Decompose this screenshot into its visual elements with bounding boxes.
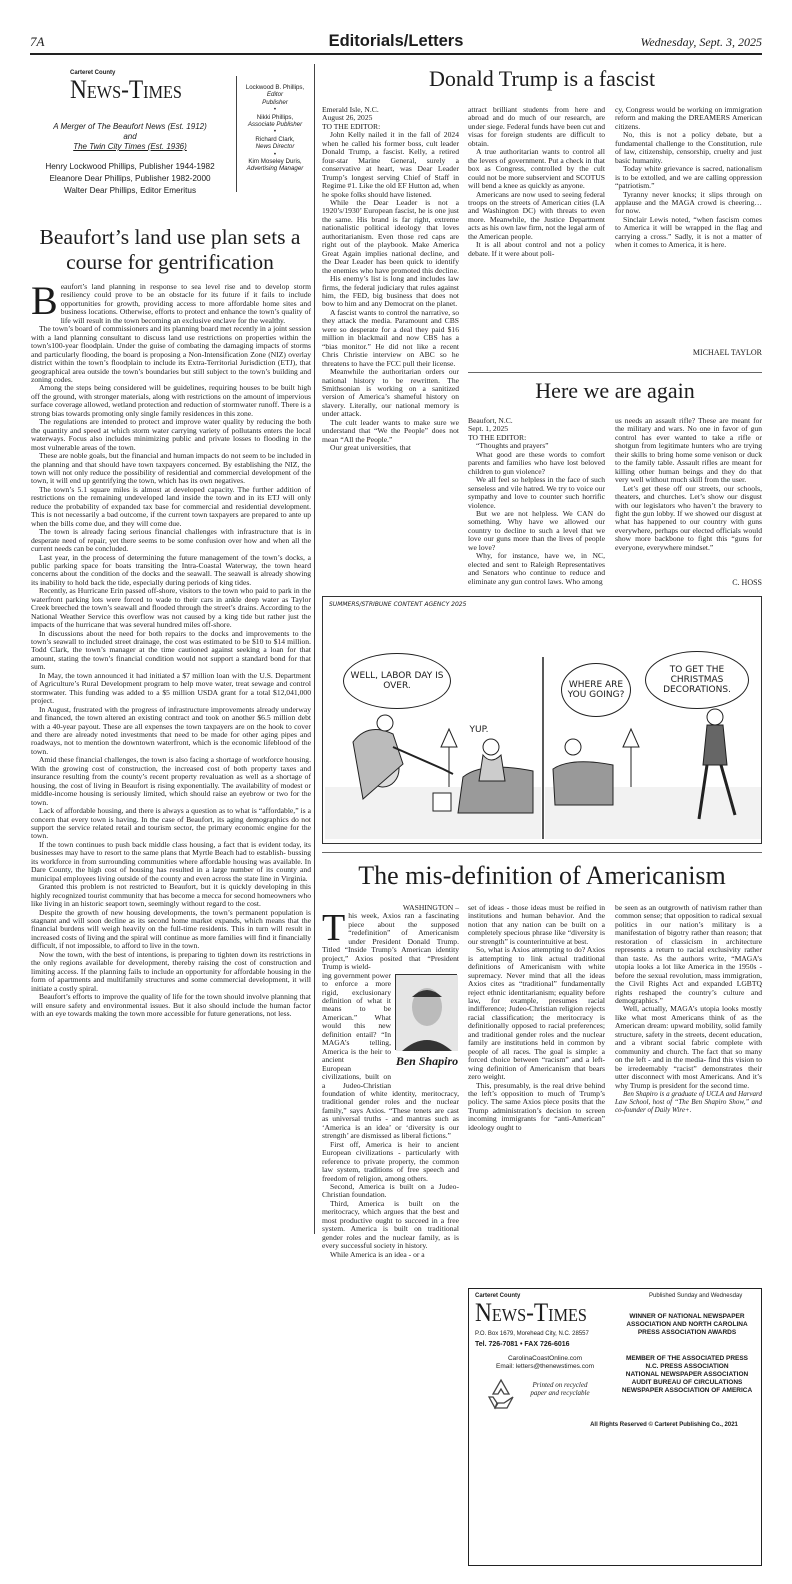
dateline: WASHINGTON –: [402, 903, 459, 912]
paragraph: Among the steps being considered will be guidelines, requiring houses to be built high off the ground, with stronger materials, along with restrictions on the amount of impervious surface coverage allowed, wetland protection and reduction of stormwater runoff. There is a strong bias towards promoting only single family residences in this zone.: [31, 383, 311, 418]
letter1-signature: MICHAEL TAYLOR: [692, 348, 762, 357]
paragraph: attract brilliant students from here and abroad and do much of our research, are under siege. Federal funds have been cut and visas for foreign students are difficult to obtain.: [468, 105, 605, 148]
schedule: Published Sunday and Wednesday: [649, 1293, 743, 1299]
author-photo: [395, 974, 457, 1050]
masthead-divider: [236, 76, 237, 192]
staff-list: [242, 84, 308, 173]
speech-bubble: WHERE ARE YOU GOING?: [561, 663, 631, 717]
membership-line: NATIONAL NEWSPAPER ASSOCIATION: [625, 1371, 749, 1378]
letter1-col1: [322, 105, 459, 453]
paragraph: August 26, 2025: [322, 113, 373, 123]
dropcap: T: [322, 907, 346, 950]
paragraph: The town’s board of commissioners and its planning board met recently in a joint session with a land planning consultant to discuss land use restrictions on properties within the town’s100-year floodplain. Under the guise of combating the damaging impacts of storms and particularly flooding, the board is proposing a Non-Intensification Zone (NIZ) overlay district within the town’s floodplain to include its Extra-Territorial Jurisdiction (ETJ), that geographical area outside the town’s boundaries but still subject to the town’s building and zoning codes.: [31, 324, 311, 384]
paragraph: Beaufort, N.C.: [468, 416, 513, 425]
column-rule: [322, 852, 762, 853]
staff-line: Editor: [266, 91, 284, 99]
address: P.O. Box 1679, Morehead City, N.C. 28557: [475, 1331, 589, 1337]
editorial-cartoon: [322, 596, 762, 844]
column-col1-body: [322, 1065, 459, 1259]
issue-date: Wednesday, Sept. 3, 2025: [640, 35, 762, 49]
paragraph: Meanwhile the authoritarian orders our national history to be rewritten. The Smithsonian is working on a sanitized version of America’s shameful history on slavery. Literally, our national memory is under attack.: [322, 367, 459, 419]
paragraph: No, this is not a policy debate, but a fundamental challenge to the Constitution, rule of law, citizenship, censorship, cruelty and just basic humanity.: [615, 130, 762, 165]
paragraph: Tyranny never knocks; it slips through on applause and the MAGA crowd is cheering…for now.: [615, 189, 762, 216]
paragraph: But we are not helpless. We CAN do something. Why have we allowed our country to decline to such a level that we love our guns more than the lives of people we love?: [468, 508, 605, 552]
paragraph: A true authoritarian wants to control all the levers of government. Put a check in that box as Congress, controlled by the cult could not be more subservient and SCOTUS will bend a knee as quickly as anyone.: [468, 147, 605, 191]
paragraph: Second, America is built on a Judeo-Christian foundation.: [322, 1181, 459, 1200]
staff-line: Associate Publisher: [247, 121, 303, 129]
paragraph: Last year, in the process of determining the future management of the town’s docks, a public parking space for boats transiting the Intra-Coastal Waterway, the town heard concerns about the condition of the docks and the seawall. The seawall is already showing its inability to hold back the tide, especially during periods of king tides.: [31, 552, 311, 587]
paragraph: Sept. 1, 2025: [468, 424, 509, 434]
paragraph: European civilizations, built on a Judeo-Christian foundation of white identity, meritocracy, traditional gender roles and the nuclear family,” says Axios. “These tenets are cast as universal truths - and mantras such as ‘America is an idea’ or ‘diversity is our strength’ are dismissed as liberal fictions.”: [322, 1063, 459, 1141]
paragraph: Granted this problem is not restricted to Beaufort, but it is quickly developing in this highly recognized tourist community that has become a mecca for second homeowners who like living in an historic seaport town, seemingly without regard to the cost.: [31, 882, 311, 909]
staff-line: Richard Clark,: [255, 135, 295, 143]
paragraph: First off, America is heir to ancient European civilizations - particularly with reference to private property, the common law system, traditions of free speech and freedom of religion, among others.: [322, 1139, 459, 1183]
cartoon-credit: SUMMERS/STRIBUNE CONTENT AGENCY 2025: [329, 601, 467, 608]
paragraph: This, presumably, is the real drive behind the left’s opposition to much of Trump’s policy. The same Axios piece posits that the Trump administration’s decision to screen incoming immigrants for “anti-American” ideology ought to: [468, 1080, 605, 1132]
author-bio: Ben Shapiro is a graduate of UCLA and Harvard Law School, host of “The Ben Shapiro Show,” and co-founder of Daily Wire+.: [615, 1089, 762, 1114]
masthead: [30, 64, 230, 224]
paragraph: In August, frustrated with the progress of infrastructure improvements already underway and financed, the town altered an existing contract and took on another $6.5 million debt with a 40-year payout. These are all expenses the town taxpayers are on the hook to cover and there are already noted investments that need to be made for other aging pipes and roadways, not to mention the downtown waterfront, which is the economic lifeblood of the town.: [31, 704, 311, 756]
header-rule: [30, 53, 762, 55]
paragraph: While America is an idea - or a: [330, 1249, 425, 1259]
paragraph: Now the town, with the best of intentions, is preparing to tighten down its restrictions in the only regions available for development, thereby raising the cost of construction and limiting access. If the planning fails to include an opportunity for affordable housing in the form of apartments and multifamily structures and some commercial development, it will initiate a costly spiral.: [31, 949, 311, 993]
paragraph: Let’s get these off our streets, our schools, theaters, and churches. Let’s show our disgust with our legislators who haven’t the bravery to fight the gun lobby. If we showed our disgust at what has happened to our country with guns everywhere, perhaps our elected officials would show more backbone to fight this “guns for everyone, everywhere mindset.”: [615, 483, 762, 552]
paragraph: In May, the town announced it had initiated a $7 million loan with the U.S. Department of Agriculture’s Rural Development program to help move water, treat sewage and control stormwater. This funding was added to a $5 million USDA grant for a total $12,041,000 project.: [31, 670, 311, 706]
paragraph: The town is already facing serious financial challenges with infrastructure that is in desperate need of repair, yet there seems to be some confusion over how and when all the current needs can be concluded.: [31, 527, 311, 554]
editorial-body: [31, 278, 311, 1563]
phone: Tel. 726-7081 • FAX 726-6016: [475, 1341, 570, 1348]
paragraph: A fascist wants to control the narrative, so they attack the media. Paramount and CBS were so desperate for a deal they paid $16 million in blackmail and now CBS has a “bias monitor.” He did not like a recent Chris Christie interview on ABC so he threatens to have the FCC pull their license.: [322, 307, 459, 368]
column-intro: his week, Axios ran a fascinating piece about the supposed “redefinition” of Americanism under President Donald Trump. Titled “Inside Trump’s American identity project,” Axios posited that “President Trump is wield-: [322, 911, 459, 972]
paragraph: In discussions about the need for both repairs to the docks and improvements to the town’s seawall to included street drainage, the cost was estimated to be $10 to $14 million. Todd Clark, the town’s manager at the time cautioned against seeking a loan for that amount, stating the town’s financial condition would not support a standard bond for that sum.: [31, 628, 311, 672]
paragraph: John Kelly nailed it in the fall of 2024 when he called his former boss, cult leader Donald Trump, a fascist. Kelly, a retired four-star Marine General, surely a conservative at heart, was Dear Leader Trump’s longest serving Chief of Staff in Regime #1. Like the old EF Hutton ad, when he spoke folks should have listened.: [322, 130, 459, 199]
paragraph: The cult leader wants to make sure we understand that “We the People” does not mean “All the People.”: [322, 417, 459, 444]
editorial-headline: Beaufort’s land use plan sets a course for gentrification: [39, 225, 301, 274]
paragraph: The regulations are intended to protect and improve water quality by reducing the both the quantity and speed at which storm water carrying variety of pollutants enters the local waterways. Focus also includes minimizing public and private losses to flooding in the most vulnerable areas of the town.: [31, 417, 311, 452]
paragraph: These are noble goals, but the financial and human impacts do not seem to be included in the planning and that should have town taxpayers concerned. By establishing the NIZ, the town will not only reduce the possibility of residential and commercial development of the town, it will end up gentrifying the town, which has its own negatives.: [31, 451, 311, 486]
recycled-note: Printed on recycled paper and recyclable: [530, 1381, 590, 1397]
copyright: All Rights Reserved © Carteret Publishing Co., 2021: [590, 1422, 738, 1428]
paragraph: Sinclair Lewis noted, “when fascism comes to America it will be wrapped in the flag and carrying a cross.” Sadly, it is not a matter of when it comes to America, it is here.: [615, 214, 762, 250]
publisher-list: Henry Lockwood Phillips, Publisher 1944-1982 Eleanore Dear Phillips, Publisher 1982-2000 Walter Dear Phillips, Editor Emeritus: [45, 162, 215, 195]
cartoon-drawing: [323, 597, 763, 845]
staff-line: •: [273, 128, 277, 136]
paragraph: Well, actually, MAGA’s utopia looks mostly like what most Americans think of as the American dream: upward mobility, solid family structure, safety in the streets, decent education, and a vibrant social fabric complete with community and church. The fact that so many on the left - and in the media- find this vision to be irredeemably “racist” demonstrates their utter disconnect with most Americans. And it’s why Trump is president for the second time.: [615, 1004, 762, 1090]
infobox-county: Carteret County: [475, 1293, 521, 1299]
paragraph: Lack of affordable housing, and there is always a question as to what is “affordable,” is a concern that every town is having. In the case of Beaufort, its aging demographics do not support the service related retail and tourism sector, the primary economic engine for the town.: [31, 806, 311, 841]
column-divider: [314, 64, 315, 1234]
author-name: Ben Shapiro: [395, 1053, 459, 1068]
paragraph: His enemy’s list is long and includes law firms, the federal judiciary that rules against him, the FED, big business that does not bow to him and any Democrat on the planet.: [322, 274, 459, 309]
paragraph: The town’s 5.1 square miles is almost at developed capacity. The further addition of restrictions on the remaining undeveloped land inside the town and in its ETJ will only reduce the probability of expanded tax base for commercial and residential development. This is not necessarily a bad outcome, if the current town taxpayers are prepared to ante up when the bills come due, and they will come due.: [31, 484, 311, 528]
paragraph: Our great universities, that: [330, 443, 411, 453]
paragraph: If the town continues to push back middle class housing, a fact that is evident today, its businesses may have to resort to the same plans that Myrtle Beach had to establish- bussing its workforce in from surrounding communities where affordable housing was available. In Dare County, the high cost of housing has resulted in a large number of its county and municipal employees living outside of the county and even across the state line in Virginia.: [31, 839, 311, 883]
recycle-icon: [483, 1377, 519, 1411]
paragraph: So, what is Axios attempting to do? Axios is attempting to link actual traditional definitions of Americanism with white supremacy. Never mind that all the ideas Axios cites as “traditional” fundamentally reject ethnic identitarianism; equality before law, for example, presumes racial indifference; Judeo-Christian religion rejects racial classification; the meritocracy is definitionally opposed to racial preferences; and traditional gender roles and the nuclear family are institutions held in common by people of all races. The goal is simple: a forced choice between “racism” and a left-wing definition of Americanism that bears zero weight.: [468, 945, 605, 1082]
masthead-county: Carteret County: [70, 70, 116, 76]
masthead-logo: News-Times: [70, 75, 182, 104]
paragraph: be seen as an outgrowth of nativism rather than common sense; that opposition to radical sexual politics in our nation’s military is a manifestation of bigotry rather than reason; that restoration of classicism in architecture represents a return to racial exclusivity rather than taste. As the authors write, “MAGA’s utopia looks a lot like America in the 1950s - before the sexual revolution, mass immigration, the Civil Rights Act and expanded LGBTQ rights reshaped the country’s culture and demographics.”: [615, 903, 762, 1005]
paragraph: set of ideas - those ideas must be reified in institutions and human behavior. And the notion that any nation can be built on a completely specious phrase like “diversity is our strength” is counterintuitive at best.: [468, 903, 605, 946]
staff-line: •: [273, 106, 277, 114]
publication-infobox: [468, 1288, 762, 1566]
staff-line: News Director: [255, 143, 295, 151]
speech-bubble: WELL, LABOR DAY IS OVER.: [343, 653, 451, 709]
section-title: Editorials/Letters: [328, 32, 464, 50]
paragraph: While the Dear Leader is not a 1920’s/1930’ European fascist, he is one just the same. His brand is far right, extreme nationalistic political ideology that loves authoritarianism. Even those red caps are right out of the playbook. Make America Great Again implies national decline, and the Dear Leader has been quick to identify the enemies who have promoted this decline.: [322, 197, 459, 275]
paragraph: TO THE EDITOR:: [322, 121, 381, 131]
membership-line: AUDIT BUREAU OF CIRCULATIONS: [631, 1379, 743, 1386]
staff-line: Nikki Phillips,: [256, 113, 294, 121]
membership-line: MEMBER OF THE ASSOCIATED PRESS: [625, 1355, 749, 1362]
paragraph: We all feel so helpless in the face of such senseless and vile hatred. We try to voice our sympathy and love to counter such horrific violence.: [468, 475, 605, 510]
staff-line: Advertising Manager: [246, 165, 304, 173]
paragraph: Americans are now used to seeing federal troops on the streets of American cities (LA and Washington DC) with threats to even more. Meanwhile, the Justice Department acts as his own law firm, not the legal arm of the American people.: [468, 189, 605, 241]
memberships: [617, 1355, 757, 1395]
paragraph: eaufort’s land planning in response to sea level rise and to develop storm resiliency could prove to be an obstacle for its future if it fails to include opportunities for growth, providing access to more affordable home sites and business locations. Otherwise, efforts to protect and enhance the town’s quality of life will result in the town becoming an exclusive enclave for the wealthy.: [60, 282, 311, 325]
letter2-col1: [468, 417, 605, 587]
paragraph: Recently, as Hurricane Erin passed off-shore, visitors to the town who paid to park in the waterfront parking lots were forced to wade to their cars in ankle deep water as Taylor Creek breeched the town’s seawall and flooded through the street’s drains. According to the National Weather Service this overflow was not caused by a king tide but rather just the impacts of the hurricane that was several hundred miles off-shore.: [31, 586, 311, 630]
dropcap: B: [31, 278, 58, 323]
letter-divider: [468, 372, 762, 373]
paragraph: It is all about control and not a policy debate. If it were about poli-: [468, 240, 605, 258]
award: WINNER OF NATIONAL NEWSPAPER ASSOCIATION AND NORTH CAROLINA PRESS ASSOCIATION AWARDS: [626, 1313, 748, 1336]
page-number: 7A: [30, 34, 45, 49]
staff-line: Kim Moseley Duris,: [248, 158, 302, 166]
paragraph: Despite the growth of new housing developments, the town’s permanent population is stagnant and will soon decline as its second home market expands, which means that the financial burdens will weigh heavily on the full-time residents. This in turn will result in increased costs of living and the spiral will continue as more families will find it financially difficult, if not impossible, to afford to live in the town.: [31, 907, 311, 951]
column-col1: [322, 904, 459, 1567]
staff-line: Publisher: [262, 98, 288, 106]
column-col2: [468, 904, 605, 1284]
merger-note: A Merger of The Beaufort News (Est. 1912) and The Twin City Times (Est. 1936): [53, 122, 207, 151]
staff-line: Lockwood B. Phillips,: [245, 84, 305, 91]
speech-bubble: TO GET THE CHRISTMAS DECORATIONS.: [645, 651, 749, 709]
column-intro-cont: ing government power to enforce a more rigid, exclusionary definition of what it means to be American.” What would this new definition entail? “In MAGA’s telling, America is the heir to ancient: [322, 970, 391, 1065]
column-headline: The mis-definition of Americanism: [358, 861, 726, 890]
paragraph: cy, Congress would be working on immigration reform and making the DREAMERS American citizens.: [615, 105, 762, 131]
letter2-col2: [615, 417, 762, 577]
speech-bubble: YUP.: [469, 725, 489, 735]
letter1-col2: [468, 106, 605, 378]
membership-line: NEWSPAPER ASSOCIATION OF AMERICA: [621, 1387, 753, 1394]
paragraph: Amid these financial challenges, the town is also facing a shortage of workforce housing. With the growing cost of construction, the increased cost of both property taxes and insurance resulting from the county’s recent property revaluation as well as a shortage of housing, the cost of living in Beaufort is rising exponentially. The availability of modest or middle-income housing is seriously limited, which should raise an eyebrow or two for the town.: [31, 755, 311, 807]
paragraph: What good are these words to comfort parents and families who have lost beloved children to gun violence?: [468, 449, 605, 476]
letter2-headline: Here we are again: [535, 378, 695, 403]
column-col3: [615, 904, 762, 1284]
author-photo-block: [395, 974, 459, 1086]
paragraph: Third, America is built on the meritocracy, which argues that the best and most productive ought to succeed in a free system. America is built on traditional gender roles and the nuclear family, as is every successful society in history.: [322, 1198, 459, 1251]
paragraph: Emerald Isle, N.C.: [322, 105, 379, 114]
infobox-logo: News-Times: [475, 1298, 587, 1327]
paragraph: TO THE EDITOR:: [468, 432, 527, 442]
letter2-signature: C. HOSS: [732, 578, 762, 587]
staff-line: •: [273, 150, 277, 158]
paragraph: “Thoughts and prayers”: [476, 441, 549, 451]
paragraph: Why, for instance, have we, in NC, elected and sent to Raleigh Representatives and Senators who continue to reduce and eliminate any gun control laws. Who among: [468, 551, 605, 586]
paragraph: us needs an assault rifle? These are meant for the military and wars. No one in favor of gun control has ever wanted to take a rifle or shotgun from legitimate hunters who are trying their skills to bring home some venison or duck to the family table. Assault rifles are meant for killing other human beings and they do that very well without much skill from the user.: [615, 416, 762, 485]
paragraph: Beaufort’s efforts to improve the quality of life for the town should involve planning that will ensure safety and environmental issues. But it also should include the human factor with an eye towards making the town more accessible for future generations, not less.: [31, 992, 311, 1018]
letter1-headline: Donald Trump is a fascist: [428, 66, 656, 91]
paragraph: Today white grievance is sacred, nationalism is to be extolled, and we are calling oppression “patriotism.”: [615, 164, 762, 191]
membership-line: N.C. PRESS ASSOCIATION: [645, 1363, 729, 1370]
contact: CarolinaCoastOnline.com Email: letters@thenewstimes.com: [496, 1355, 594, 1370]
letter1-col3: [615, 106, 762, 346]
